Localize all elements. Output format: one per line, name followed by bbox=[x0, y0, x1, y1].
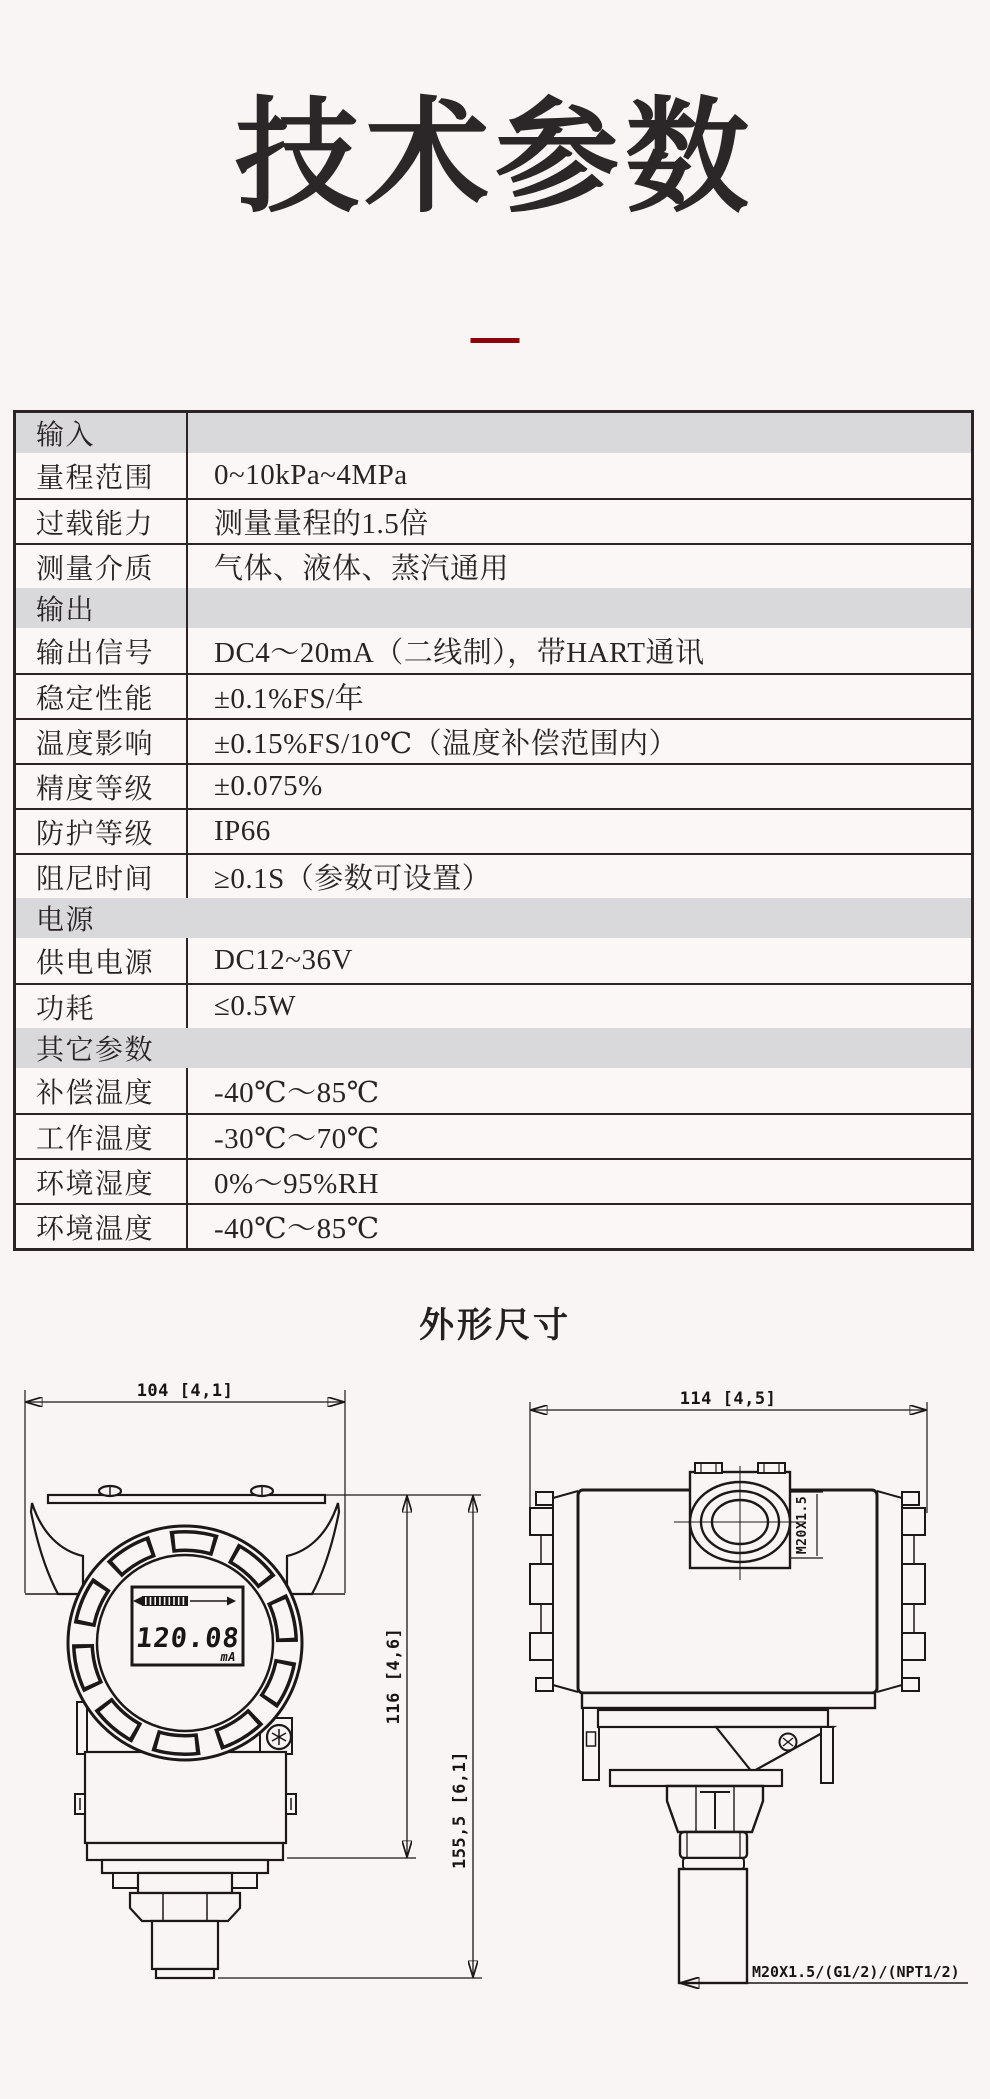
spec-value: -30℃～70℃ bbox=[214, 1123, 380, 1155]
spec-row bbox=[16, 1068, 971, 1113]
front-height-dim-label: 116 [4,6] bbox=[384, 1627, 404, 1725]
side-width-dim-label: 114 [4,5] bbox=[679, 1389, 777, 1409]
spec-value: 测量量程的1.5倍 bbox=[214, 508, 429, 540]
conduit-thread-label: M20X1.5 bbox=[795, 1495, 810, 1555]
spec-label: 稳定性能 bbox=[16, 675, 188, 718]
spec-value bbox=[188, 898, 971, 938]
spec-value: ±0.1%FS/年 bbox=[214, 683, 365, 715]
spec-label: 工作温度 bbox=[16, 1115, 188, 1158]
front-total-height-dim-label: 155,5 [6,1] bbox=[450, 1750, 470, 1870]
spec-row bbox=[16, 1113, 971, 1158]
spec-label: 补偿温度 bbox=[16, 1068, 188, 1113]
spec-row bbox=[16, 763, 971, 808]
spec-row bbox=[16, 808, 971, 853]
spec-row bbox=[16, 1203, 971, 1248]
spec-label: 环境温度 bbox=[16, 1205, 188, 1248]
spec-value bbox=[188, 413, 971, 453]
threaded-stem bbox=[679, 1869, 747, 1983]
spec-label: 电源 bbox=[36, 905, 96, 936]
spec-value: ≤0.5W bbox=[214, 990, 297, 1022]
spec-row bbox=[16, 543, 971, 588]
lcd-unit: mA bbox=[220, 1650, 236, 1664]
spec-value: 气体、液体、蒸汽通用 bbox=[214, 553, 510, 585]
spec-value: -40℃～85℃ bbox=[214, 1077, 380, 1109]
spec-label: 输入 bbox=[16, 413, 188, 453]
spec-value bbox=[188, 1028, 971, 1068]
spec-value: IP66 bbox=[214, 815, 271, 847]
spec-row bbox=[16, 983, 971, 1028]
spec-label: 精度等级 bbox=[16, 765, 188, 808]
spec-label: 输出信号 bbox=[16, 628, 188, 673]
spec-section-row bbox=[16, 413, 971, 453]
front-view-drawing bbox=[0, 1380, 500, 2099]
spec-label: 温度影响 bbox=[16, 720, 188, 763]
spec-row bbox=[16, 498, 971, 543]
side-view-drawing bbox=[490, 1380, 990, 2099]
spec-section-row bbox=[16, 1028, 971, 1068]
spec-label: 防护等级 bbox=[16, 810, 188, 853]
front-width-dim-label: 104 [4,1] bbox=[136, 1381, 234, 1401]
spec-value: 0~10kPa~4MPa bbox=[214, 459, 408, 491]
spec-label: 输出 bbox=[16, 588, 188, 628]
spec-label: 其它参数 bbox=[36, 1035, 155, 1066]
bracket-bar bbox=[48, 1495, 325, 1503]
hex-nut bbox=[130, 1893, 240, 1921]
spec-value: 0%～95%RH bbox=[214, 1168, 380, 1200]
spec-value: ±0.075% bbox=[214, 770, 323, 802]
spec-value: DC4～20mA（二线制），带HART通讯 bbox=[214, 637, 705, 669]
spec-value bbox=[188, 588, 971, 628]
page-title: 技术参数 bbox=[234, 89, 755, 227]
spec-label: 供电电源 bbox=[16, 938, 188, 983]
transmitter-body bbox=[85, 1752, 286, 1843]
spec-label: 功耗 bbox=[16, 985, 188, 1028]
spec-value: ±0.15%FS/10℃（温度补偿范围内） bbox=[214, 728, 679, 760]
bracket-plate bbox=[598, 1710, 828, 1727]
spec-table bbox=[13, 410, 974, 1251]
outline-dimensions-heading: 外形尺寸 bbox=[418, 1306, 571, 1345]
spec-label: 测量介质 bbox=[16, 545, 188, 588]
spec-row bbox=[16, 938, 971, 983]
lcd-value: 120.08 bbox=[134, 1623, 242, 1654]
spec-row bbox=[16, 453, 971, 498]
spec-row bbox=[16, 673, 971, 718]
spec-section-row bbox=[16, 898, 971, 938]
spec-row bbox=[16, 1158, 971, 1203]
process-thread-label: M20X1.5/(G1/2)/(NPT1/2) bbox=[752, 1963, 960, 1981]
spec-label: 阻尼时间 bbox=[16, 855, 188, 898]
spec-label: 环境湿度 bbox=[16, 1160, 188, 1203]
spec-row bbox=[16, 628, 971, 673]
spec-value: DC12~36V bbox=[214, 944, 353, 976]
spec-label: 过载能力 bbox=[16, 500, 188, 543]
spec-row bbox=[16, 718, 971, 763]
spec-value: -40℃～85℃ bbox=[214, 1213, 380, 1245]
front-view-geometry bbox=[25, 1381, 482, 1978]
process-connector bbox=[152, 1921, 218, 1969]
spec-section-row bbox=[16, 588, 971, 628]
spec-label: 量程范围 bbox=[16, 453, 188, 498]
title-accent-dash bbox=[471, 338, 520, 343]
spec-value: ≥0.1S（参数可设置） bbox=[214, 863, 492, 895]
spec-row bbox=[16, 853, 971, 898]
side-view-geometry bbox=[530, 1389, 968, 1983]
